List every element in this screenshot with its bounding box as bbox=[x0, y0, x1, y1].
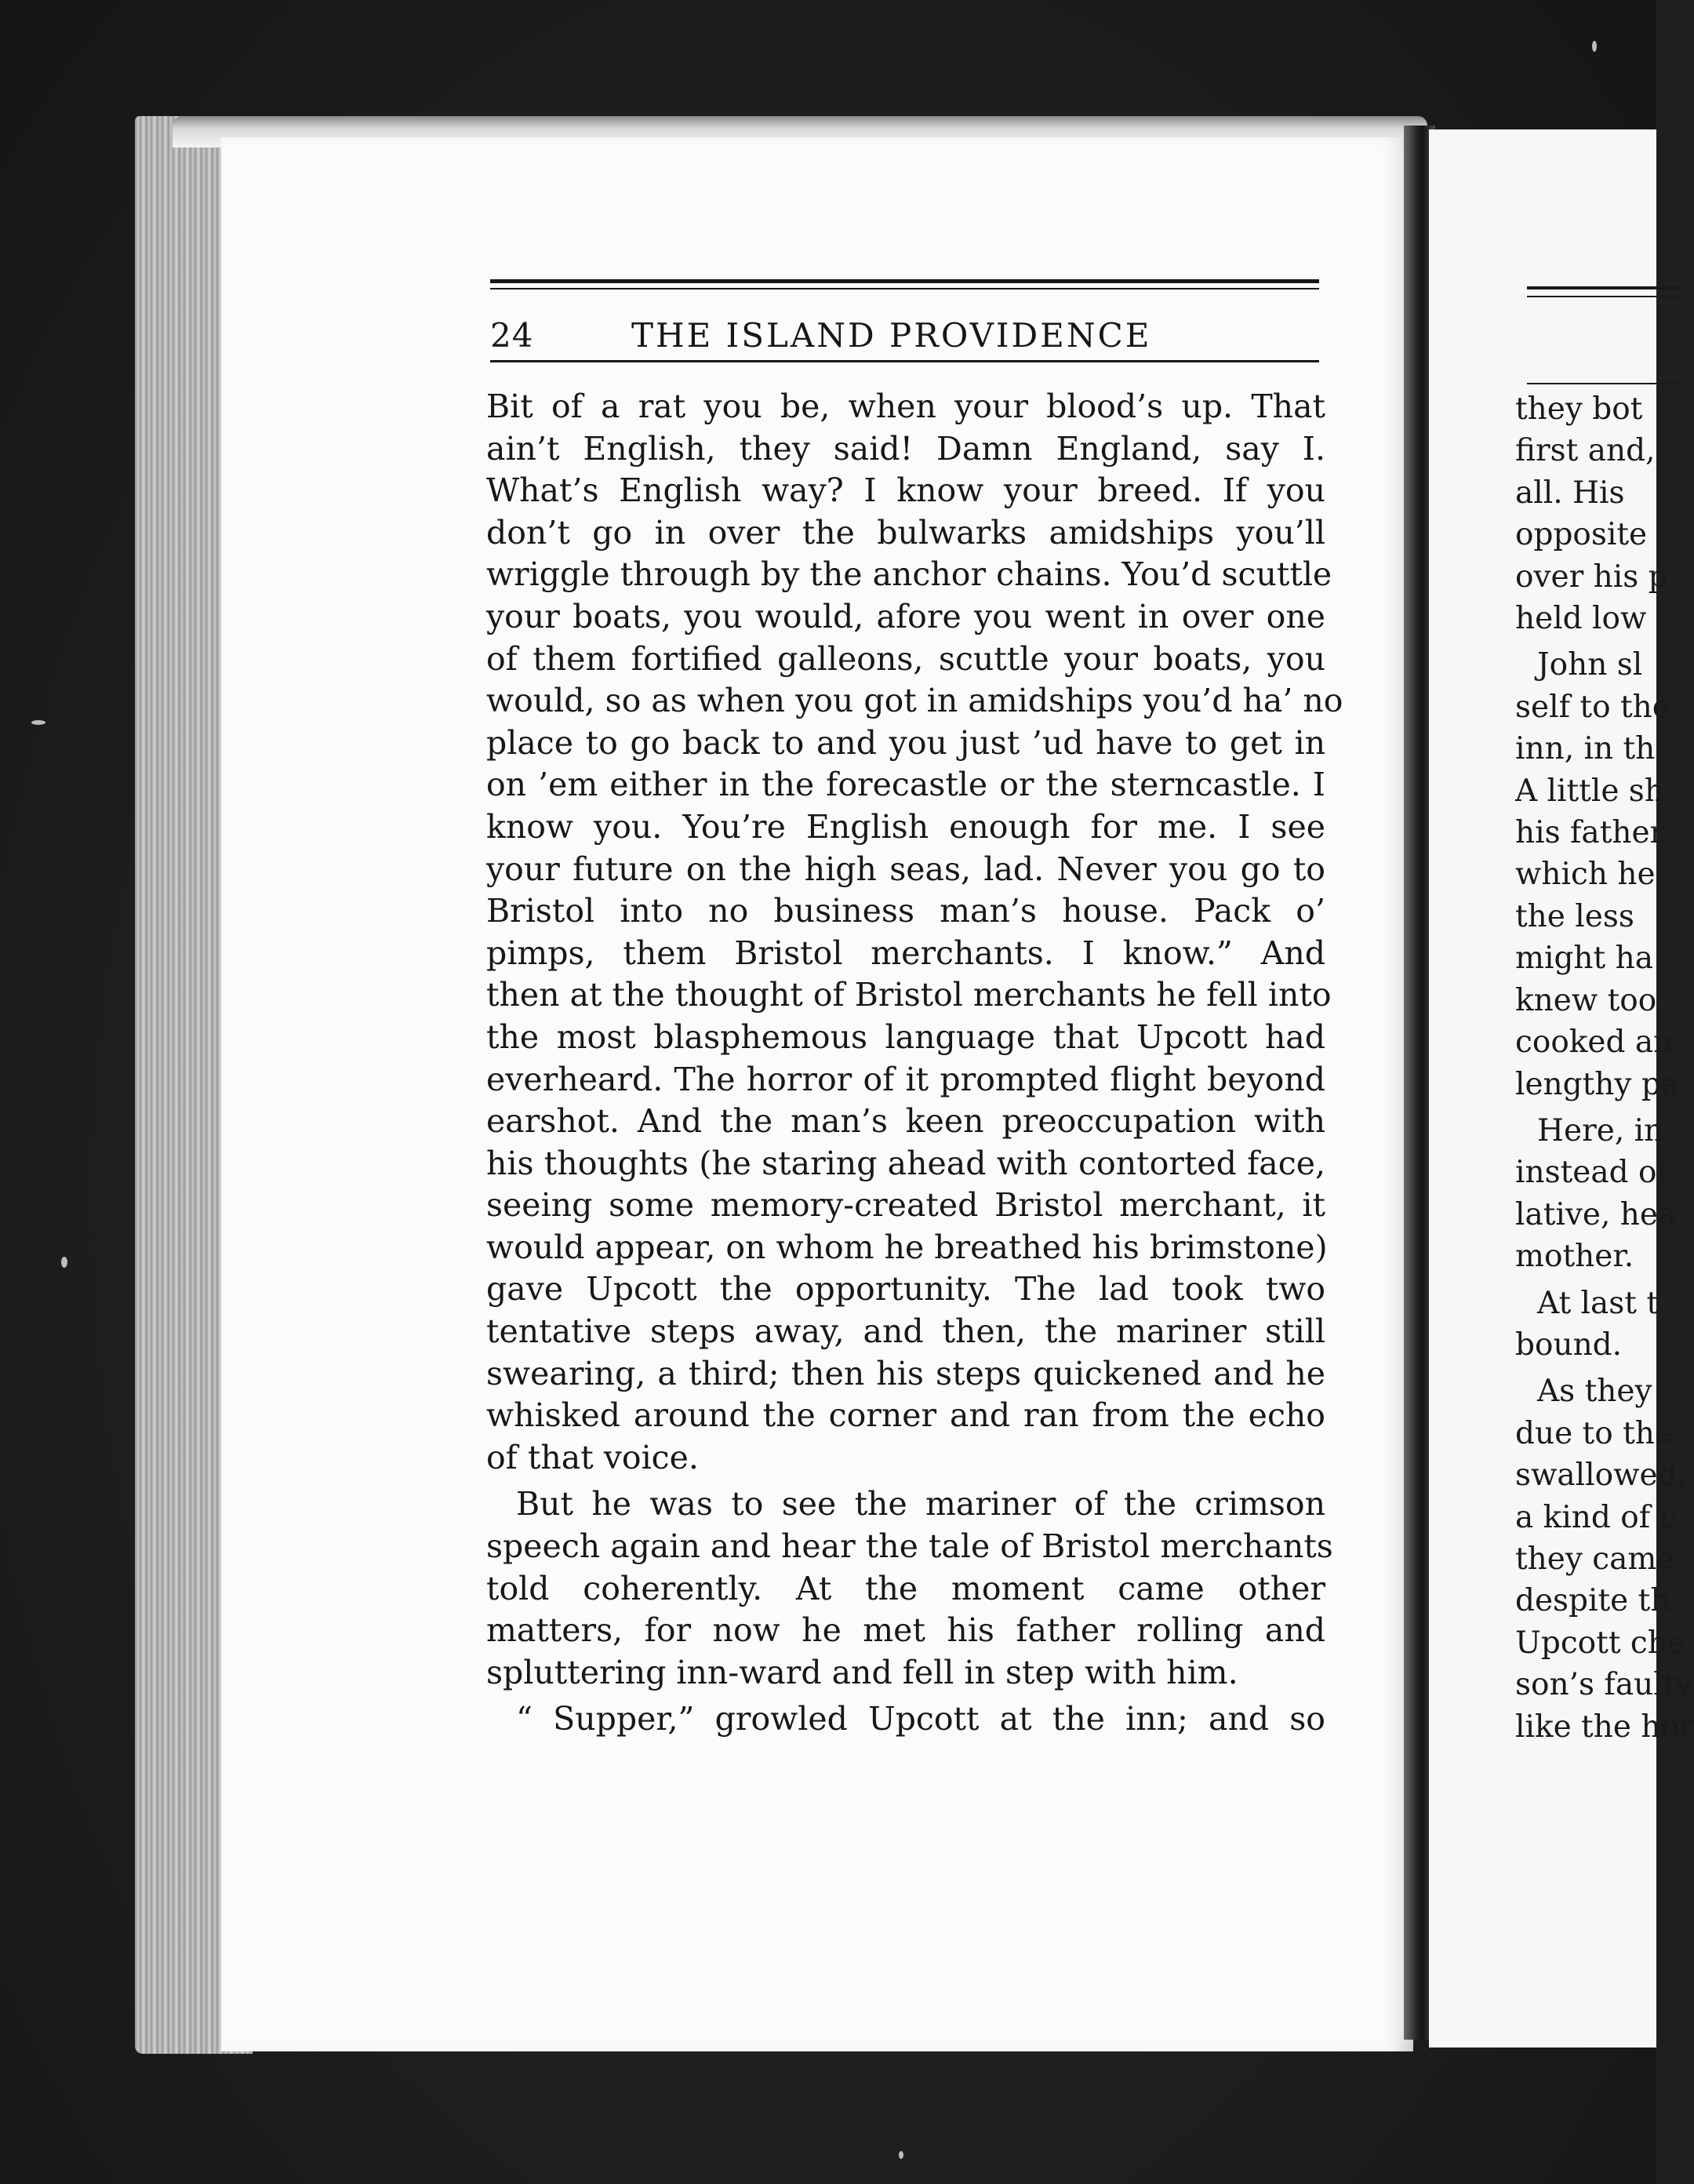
text-line: What’s English way? I know your breed. If you bbox=[486, 471, 1325, 510]
facing-page-text bbox=[1515, 388, 1694, 1748]
text-line: Bristol into no business man’s house. Pack o’ bbox=[486, 892, 1325, 930]
facing-text-line: opposite bbox=[1515, 517, 1648, 553]
text-line: But he was to see the mariner of the crimson bbox=[516, 1485, 1325, 1523]
facing-text-line: lengthy pa bbox=[1515, 1066, 1680, 1102]
text-line: seeing some memory-created Bristol merchant, it bbox=[486, 1186, 1325, 1225]
facing-text-line: knew too bbox=[1515, 982, 1657, 1018]
text-line: don’t go in over the bulwarks amidships you’ll bbox=[486, 513, 1325, 551]
book-title: THE ISLAND PROVIDENCE bbox=[631, 316, 1152, 355]
facing-text-line: John sl bbox=[1537, 647, 1643, 683]
text-line: of that voice. bbox=[486, 1438, 699, 1476]
facing-text-line: his father bbox=[1515, 815, 1665, 851]
text-line: his thoughts (he staring ahead with contorted face, bbox=[486, 1144, 1325, 1182]
dust-speck bbox=[899, 2151, 903, 2159]
facing-text-line: Upcott che bbox=[1515, 1625, 1685, 1661]
facing-text-line: As they bbox=[1537, 1374, 1652, 1410]
text-line: the most blasphemous language that Upcott had bbox=[486, 1017, 1325, 1056]
facing-text-line: which he bbox=[1515, 857, 1656, 893]
text-line: your boats, you would, afore you went in over one bbox=[486, 597, 1325, 635]
text-line: then at the thought of Bristol merchants he fell into bbox=[486, 976, 1332, 1014]
facing-text-line: Here, in bbox=[1537, 1112, 1664, 1148]
facing-text-line: lative, hea bbox=[1515, 1196, 1677, 1232]
facing-text-line: mother. bbox=[1515, 1239, 1634, 1275]
facing-text-line: cooked an bbox=[1515, 1025, 1674, 1061]
facing-text-line: all. His bbox=[1515, 475, 1625, 511]
facing-text-line: they came bbox=[1515, 1541, 1675, 1577]
facing-text-line: instead of bbox=[1515, 1155, 1668, 1191]
facing-text-line: swallowed, bbox=[1515, 1458, 1687, 1494]
facing-header-underline bbox=[1527, 383, 1684, 384]
page-body-text bbox=[486, 386, 1343, 1741]
facing-text-line: first and, bbox=[1515, 433, 1656, 469]
facing-text-line: like the hor bbox=[1515, 1709, 1694, 1745]
facing-text-line: At last t bbox=[1537, 1285, 1659, 1321]
running-head bbox=[490, 312, 1319, 359]
right-book-page bbox=[1429, 129, 1694, 2048]
facing-text-line: A little sh bbox=[1515, 773, 1664, 809]
facing-text-line: son’s faulty bbox=[1515, 1667, 1693, 1703]
facing-text-line: they bot bbox=[1515, 391, 1643, 427]
dust-speck bbox=[1592, 41, 1597, 52]
header-underline-rule bbox=[490, 360, 1319, 362]
dust-speck bbox=[61, 1257, 67, 1268]
dust-speck bbox=[31, 720, 45, 725]
text-line: would, so as when you got in amidships you’d ha’ no bbox=[486, 682, 1343, 720]
text-line: wriggle through by the anchor chains. You’d scuttle bbox=[486, 555, 1332, 594]
facing-header-rule bbox=[1527, 286, 1684, 289]
text-line: your future on the high seas, lad. Never you go to bbox=[486, 850, 1325, 888]
facing-text-line: held low bbox=[1515, 601, 1647, 637]
text-line: earshot. And the man’s keen preoccupation with bbox=[486, 1102, 1325, 1141]
text-line: speech again and hear the tale of Bristol merchants bbox=[486, 1527, 1333, 1566]
facing-text-line: the less bbox=[1515, 898, 1634, 934]
text-line: “ Supper,” growled Upcott at the inn; and so bbox=[516, 1700, 1325, 1738]
facing-text-line: might ha bbox=[1515, 941, 1653, 977]
text-line: swearing, a third; then his steps quickened and he bbox=[486, 1354, 1325, 1392]
text-line: of them fortified galleons, scuttle your boats, you bbox=[486, 639, 1325, 678]
facing-text-line: inn, in th bbox=[1515, 731, 1656, 767]
text-line: told coherently. At the moment came other bbox=[486, 1569, 1325, 1607]
text-line: would appear, on whom he breathed his brimstone) bbox=[486, 1228, 1328, 1266]
text-line: spluttering inn-ward and fell in step with him. bbox=[486, 1653, 1238, 1691]
page-number: 24 bbox=[490, 316, 534, 355]
text-line: place to go back to and you just ’ud have to get in bbox=[486, 723, 1325, 762]
text-line: everheard. The horror of it prompted flight beyond bbox=[486, 1060, 1325, 1098]
facing-header-rule-thin bbox=[1527, 296, 1684, 297]
facing-text-line: bound. bbox=[1515, 1327, 1623, 1363]
text-line: know you. You’re English enough for me. I see bbox=[486, 807, 1325, 846]
text-line: Bit of a rat you be, when your blood’s up. That bbox=[486, 388, 1325, 425]
facing-text-line: over his p bbox=[1515, 559, 1668, 595]
text-line: tentative steps away, and then, the mariner still bbox=[486, 1312, 1325, 1351]
text-line: whisked around the corner and ran from the echo bbox=[486, 1396, 1325, 1435]
text-line: on ’em either in the forecastle or the sterncastle. I bbox=[486, 766, 1325, 804]
facing-text-line: self to the bbox=[1515, 689, 1670, 725]
header-rule-thin bbox=[490, 288, 1319, 289]
text-line: pimps, them Bristol merchants. I know.” And bbox=[486, 934, 1325, 972]
facing-text-line: due to the bbox=[1515, 1415, 1673, 1451]
facing-text-line: a kind of c bbox=[1515, 1499, 1678, 1535]
text-line: matters, for now he met his father rolling and bbox=[486, 1611, 1325, 1650]
header-rule-thick bbox=[490, 279, 1319, 283]
text-line: gave Upcott the opportunity. The lad took two bbox=[486, 1270, 1325, 1309]
text-line: ain’t English, they said! Damn England, say I. bbox=[486, 429, 1325, 468]
facing-text-line: despite th bbox=[1515, 1583, 1670, 1619]
